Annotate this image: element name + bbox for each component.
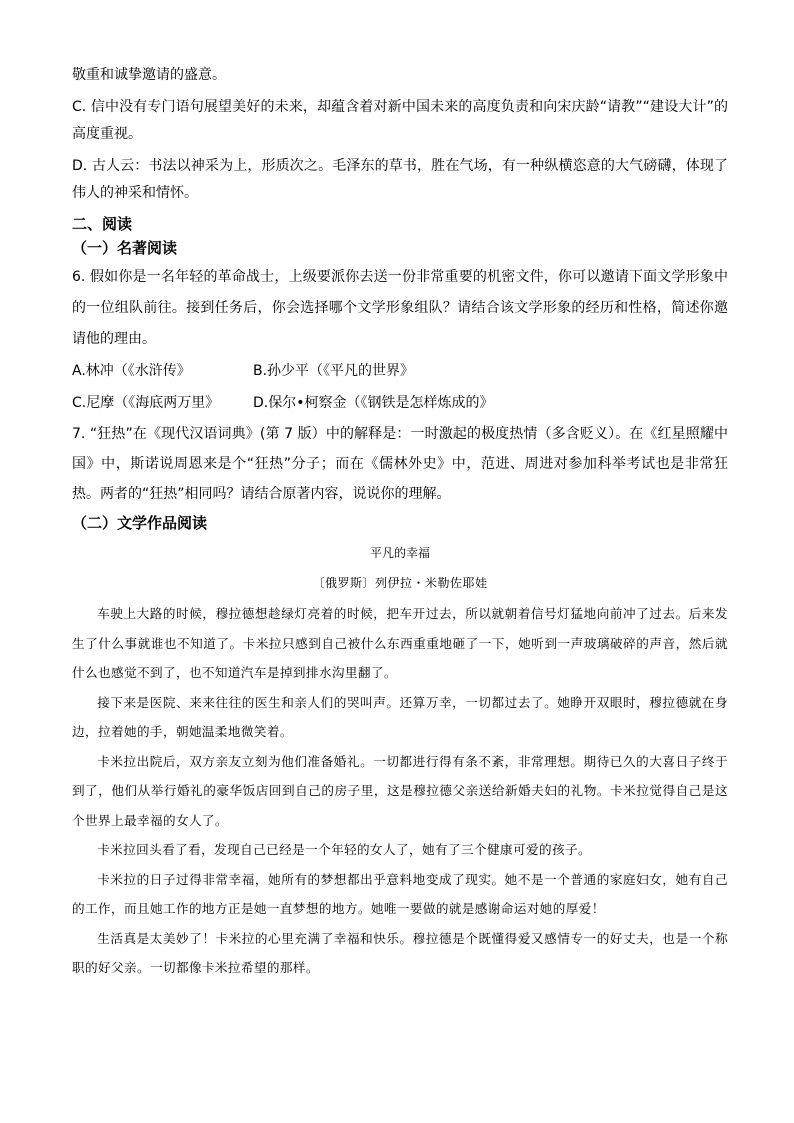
story-paragraph-1: 车驶上大路的时候，穆拉德想趁绿灯亮着的时候，把车开过去，所以就朝着信号灯猛地向前冲了过去。后来发生了什么事就谁也不知道了。卡米拉只感到自己被什么东西重重地砸了一下，她听到一声玻璃破碎的声音，然后就什么也感觉不到了，也不知道汽车是掉到排水沟里翻了。 bbox=[72, 606, 728, 680]
story-paragraph-2: 接下来是医院、来来往往的医生和亲人们的哭叫声。还算万幸，一切都过去了。她睁开双眼时，穆拉德就在身边，拉着她的手，朝她温柔地微笑着。 bbox=[72, 694, 728, 739]
story-paragraph-4: 卡米拉回头看了看，发现自己已经是一个年轻的女人了，她有了三个健康可爱的孩子。 bbox=[97, 842, 591, 857]
option-b: B.孙少平（《平凡的世界》 bbox=[253, 363, 415, 379]
intro-line-a: 敬重和诚挚邀请的盛意。 bbox=[72, 67, 226, 83]
option-d: D.保尔•柯察金（《钢铁是怎样炼成的》 bbox=[253, 395, 494, 411]
story-paragraph-3: 卡米拉出院后，双方亲友立刻为他们准备婚礼。一切都进行得有条不紊，非常理想。期待已久的大喜日子终于到了，他们从举行婚礼的豪华饭店回到自己的房子里，这是穆拉德父亲送给新婚夫妇的礼物。卡米拉觉得自己是这个世界上最幸福的女人了。 bbox=[72, 753, 728, 828]
story-title: 平凡的幸福 bbox=[369, 546, 430, 560]
option-c: C.尼摩（《海底两万里》 bbox=[72, 395, 220, 411]
subsection-heading-classics: （一）名著阅读 bbox=[72, 239, 178, 257]
story-author: 〔俄罗斯〕列伊拉・米勒佐耶娃 bbox=[312, 576, 488, 590]
option-d-text: D. 古人云：书法以神采为上，形质次之。毛泽东的草书，胜在气场，有一种纵横恣意的大气磅礴，体现了伟人的神采和情怀。 bbox=[72, 158, 728, 201]
section-heading-reading: 二、阅读 bbox=[72, 215, 133, 233]
option-c-text: C. 信中没有专门语句展望美好的未来，却蕴含着对新中国未来的高度负责和向宋庆龄“请教”“建设大计”的高度重视。 bbox=[72, 99, 728, 142]
options-row-2 bbox=[72, 387, 728, 419]
option-a: A.林冲（《水浒传》 bbox=[72, 363, 191, 379]
options-row-1 bbox=[72, 355, 728, 387]
document-page bbox=[72, 60, 728, 983]
story-article bbox=[72, 541, 728, 983]
story-paragraph-5: 卡米拉的日子过得非常幸福，她所有的梦想都出乎意料地变成了现实。她不是一个普通的家庭妇女，她有自己的工作，而且她工作的地方正是她一直梦想的地方。她唯一要做的就是感谢命运对她的厚爱！ bbox=[72, 871, 728, 916]
question-6: 6. 假如你是一名年轻的革命战士，上级要派你去送一份非常重要的机密文件，你可以邀请下面文学形象中的一位组队前往。接到任务后，你会选择哪个文学形象组队？请结合该文学形象的经历和性格，简述你邀请他的理由。 bbox=[72, 269, 728, 347]
question-7: 7. “狂热”在《现代汉语词典》(第 7 版）中的解释是：一时激起的极度热情（多含贬义）。在《红星照耀中国》中，斯诺说周恩来是个“狂热”分子；而在《儒林外史》中，范进、周进对参加科举考试也是非常狂热。两者的“狂热”相同吗？请结合原著内容，说说你的理解。 bbox=[72, 426, 728, 502]
subsection-heading-literature: （二）文学作品阅读 bbox=[72, 514, 208, 532]
story-paragraph-6: 生活真是太美妙了！卡米拉的心里充满了幸福和快乐。穆拉德是个既懂得爱又感情专一的好丈夫，也是一个称职的好父亲。一切都像卡米拉希望的那样。 bbox=[72, 930, 728, 975]
